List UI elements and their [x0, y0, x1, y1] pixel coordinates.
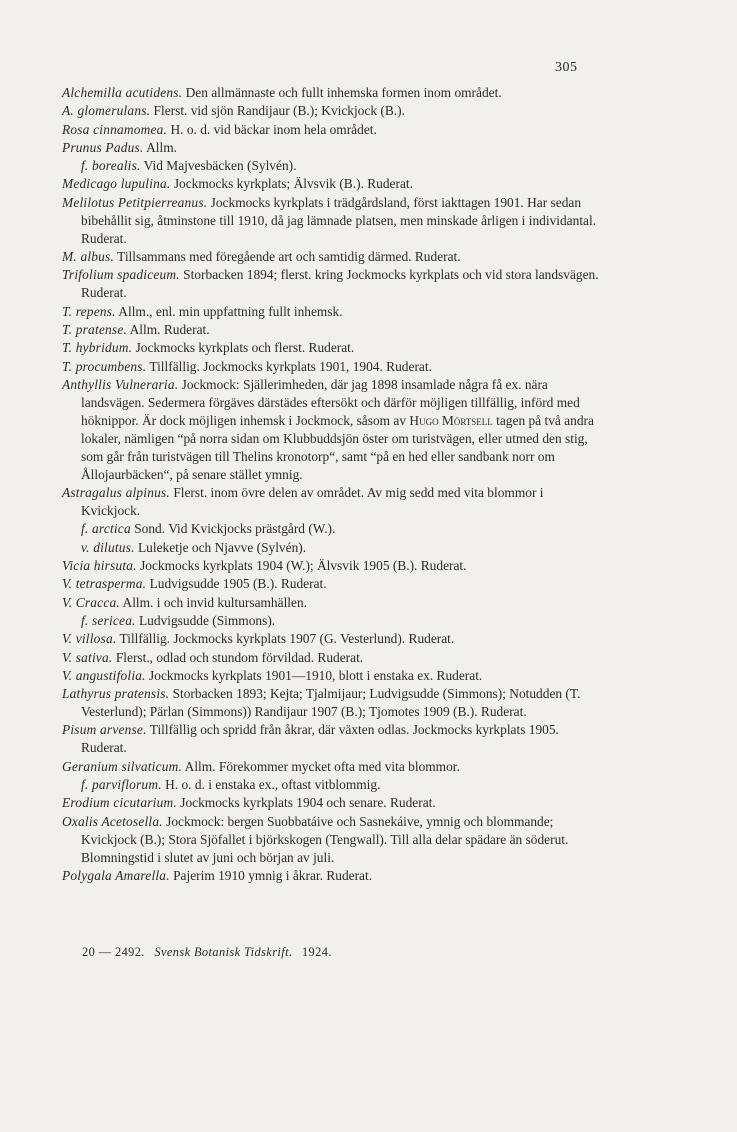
species-name: v. dilutus. — [81, 539, 135, 555]
species-text: H. o. d. i enstaka ex., oftast vitblommig. — [161, 777, 381, 793]
species-entry — [62, 758, 602, 776]
species-entry — [62, 175, 602, 193]
species-name: V. sativa. — [62, 649, 113, 665]
species-name: f. arctica — [81, 521, 131, 537]
species-entry — [62, 667, 602, 685]
species-name: V. Cracca. — [62, 594, 120, 610]
species-name: Alchemilla acutidens. — [62, 85, 183, 100]
species-text: Allm. Ruderat. — [127, 321, 210, 337]
species-text: Flerst. vid sjön Randijaur (B.); Kvickjock (B.). — [150, 103, 405, 119]
species-text: Jockmock: bergen Suobbatáive och Sasnekáive, ymnig och blommande; Kvickjock (B.); Stora Sjöfallet i björkskogen (Tengwall). Till alla delar spädare än söderut. Blomningstid i slutet av juni och början av juli. — [81, 813, 569, 865]
species-entry — [62, 84, 602, 102]
species-text: Ludvigsudde 1905 (B.). Ruderat. — [146, 576, 327, 592]
species-entry — [62, 358, 602, 376]
species-name: Prunus Padus. — [62, 139, 144, 155]
species-entry — [62, 157, 602, 175]
species-entry — [62, 102, 602, 120]
species-entry — [62, 194, 602, 248]
species-name: Geranium silvaticum. — [62, 758, 183, 774]
species-name: Trifolium spadiceum. — [62, 267, 180, 283]
species-name: f. borealis. — [81, 158, 141, 174]
species-entry — [62, 484, 602, 520]
species-entry — [62, 303, 602, 321]
species-text-continued: tagen på två andra lokaler, nämligen “på norra sidan om Klubbuddsjön öster om turistvägen, eller utmed den stig, som går från turistvägen till Thelins kronotorp“, samt “på en hed eller sandbank norr om Ållojaurbäcken“, på senare stället ymnig. — [81, 412, 594, 482]
species-text: Tillsammans med föregående art och samtidig därmed. Ruderat. — [114, 249, 461, 265]
species-entry — [62, 630, 602, 648]
footer-signature: 20 — 2492. — [82, 945, 145, 959]
species-text: Jockmocks kyrkplats; Älvsvik (B.). Ruderat. — [170, 176, 413, 192]
species-name: f. sericea. — [81, 612, 136, 628]
page-number: 305 — [555, 60, 578, 75]
species-text: H. o. d. vid bäckar inom hela området. — [167, 121, 377, 137]
species-name: M. albus. — [62, 249, 115, 265]
species-name: Melilotus Petitpierreanus. — [62, 194, 208, 210]
species-text: Tillfällig. Jockmocks kyrkplats 1901, 1904. Ruderat. — [146, 358, 432, 374]
species-text: Jockmocks kyrkplats 1904 och senare. Ruderat. — [176, 795, 436, 811]
species-name: T. pratense. — [62, 321, 128, 337]
species-entry — [62, 520, 602, 538]
species-entry — [62, 557, 602, 575]
species-name: Rosa cinnamomea. — [62, 121, 168, 137]
species-name: f. parviflorum. — [81, 777, 162, 793]
species-text: Jockmock: Själlerimheden, där jag 1898 insamlade några få ex. nära landsvägen. Sedermera förgäves därstädes eftersökt och därför möjligen tillfällig, införd med höknippor. Är dock möjligen inhemsk i Jockmock, såsom av — [81, 376, 580, 428]
species-name: Astragalus alpinus. — [62, 485, 170, 501]
species-text: Jockmocks kyrkplats 1904 (W.); Älvsvik 1905 (B.). Ruderat. — [136, 558, 467, 574]
species-text: Flerst., odlad och stundom förvildad. Ruderat. — [112, 649, 364, 665]
species-text: Allm. i och invid kultursamhällen. — [119, 594, 307, 610]
species-text: Storbacken 1894; flerst. kring Jockmocks kyrkplats och vid stora landsvägen. Ruderat. — [81, 267, 599, 301]
species-entry — [62, 321, 602, 339]
species-text: Jockmocks kyrkplats och flerst. Ruderat. — [132, 340, 355, 356]
species-entry — [62, 376, 602, 484]
species-entry — [62, 685, 602, 721]
species-text: Jockmocks kyrkplats i trädgårdsland, först iakttagen 1901. Har sedan bibehållit sig, åtminstone till 1910, då jag lämnade platsen, men minskade årligen i individantal. Ruderat. — [81, 194, 597, 246]
species-text: Flerst. inom övre delen av området. Av mig sedd med vita blommor i Kvickjock. — [81, 485, 544, 519]
footer-journal: Svensk Botanisk Tidskrift. — [154, 945, 293, 959]
species-text: Allm. Förekommer mycket ofta med vita blommor. — [182, 758, 460, 774]
species-name: Lathyrus pratensis. — [62, 686, 170, 702]
species-name: T. procumbens. — [62, 358, 147, 374]
page-footer — [82, 945, 332, 960]
species-entry — [62, 539, 602, 557]
species-name: Medicago lupulina. — [62, 176, 171, 192]
species-text: Luleketje och Njavve (Sylvén). — [134, 539, 307, 555]
species-entry — [62, 121, 602, 139]
species-entry — [62, 867, 602, 885]
species-name: Polygala Amarella. — [62, 867, 170, 883]
species-text: Allm. — [143, 139, 177, 155]
species-text: Allm., enl. min uppfattning fullt inhemsk. — [115, 303, 343, 319]
species-text: Sond. Vid Kvickjocks prästgård (W.). — [130, 521, 336, 537]
species-name: V. angustifolia. — [62, 667, 146, 683]
species-entry — [62, 139, 602, 157]
species-name: Pisum arvense. — [62, 722, 147, 738]
species-name: Vicia hirsuta. — [62, 558, 137, 574]
footer-year: 1924. — [301, 945, 332, 959]
species-name: T. repens. — [62, 303, 116, 319]
species-entry — [62, 575, 602, 593]
species-text: Tillfällig. Jockmocks kyrkplats 1907 (G. Vesterlund). Ruderat. — [116, 631, 455, 647]
page-body — [62, 84, 602, 885]
species-entry — [62, 776, 602, 794]
species-text: Ludvigsudde (Simmons). — [135, 612, 276, 628]
species-entry — [62, 794, 602, 812]
species-text: Pajerim 1910 ymnig i åkrar. Ruderat. — [169, 867, 373, 883]
species-entry — [62, 612, 602, 630]
species-entry — [62, 594, 602, 612]
collector-name: Hugo Mörtsell — [409, 412, 493, 428]
species-entry — [62, 339, 602, 357]
species-name: T. hybridum. — [62, 340, 133, 356]
species-name: V. tetrasperma. — [62, 576, 147, 592]
species-entry — [62, 813, 602, 867]
species-name: V. villosa. — [62, 631, 117, 647]
species-text: Vid Majvesbäcken (Sylvén). — [140, 158, 297, 174]
species-entry — [62, 649, 602, 667]
species-text: Den allmännaste och fullt inhemska formen inom området. — [182, 85, 502, 100]
species-entry — [62, 266, 602, 302]
species-name: Anthyllis Vulneraria. — [62, 376, 179, 392]
species-name: Erodium cicutarium. — [62, 795, 177, 811]
species-text: Storbacken 1893; Kejta; Tjalmijaur; Ludvigsudde (Simmons); Notudden (T. Vesterlund); Pärlan (Simmons)) Randijaur 1907 (B.); Tjomotes 1909 (B.). Ruderat. — [81, 686, 581, 720]
species-text: Tillfällig och spridd från åkrar, där växten odlas. Jockmocks kyrkplats 1905. Ruderat. — [81, 722, 559, 756]
species-name: Oxalis Acetosella. — [62, 813, 163, 829]
species-entry — [62, 721, 602, 757]
species-name: A. glomerulans. — [62, 103, 151, 119]
species-entry — [62, 248, 602, 266]
species-text: Jockmocks kyrkplats 1901—1910, blott i enstaka ex. Ruderat. — [145, 667, 483, 683]
